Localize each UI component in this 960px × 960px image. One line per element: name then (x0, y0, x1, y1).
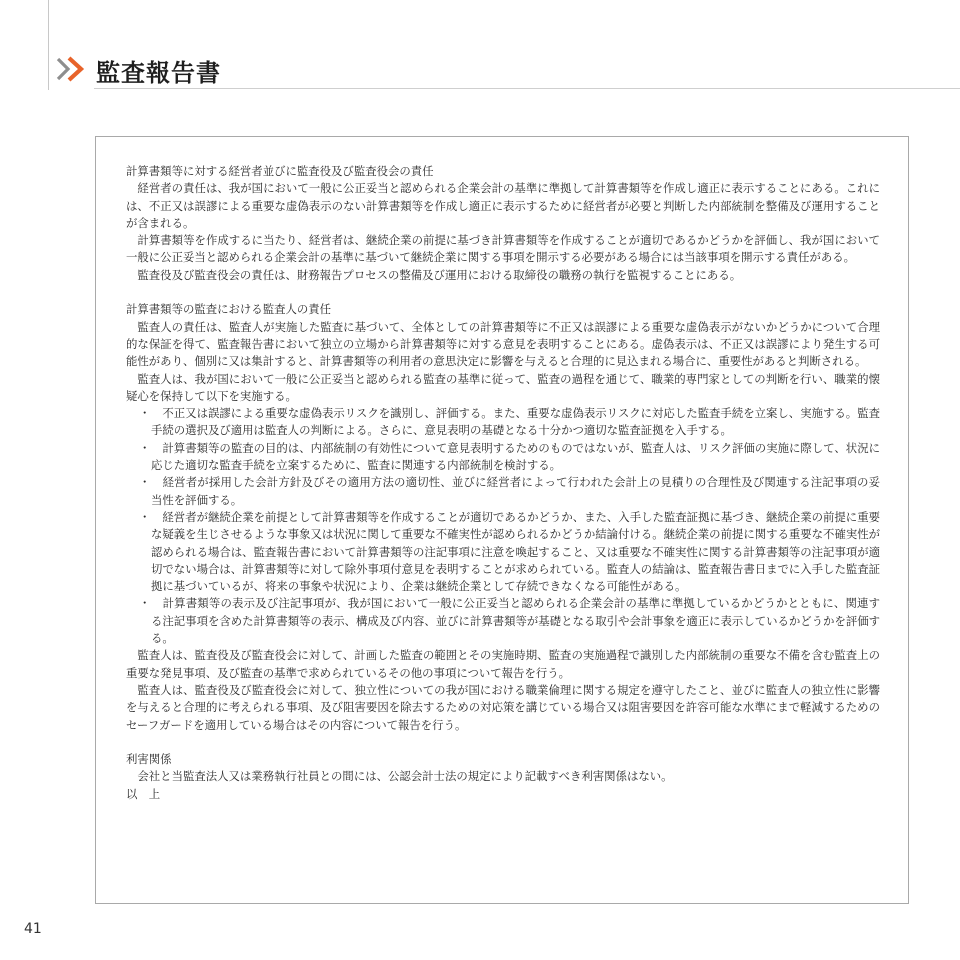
paragraph: 会社と当監査法人又は業務執行社員との間には、公認会計士法の規定により記載すべき利害関係はない。 (137, 769, 673, 784)
bullet-item (126, 405, 880, 440)
paragraph: 監査人は、監査役及び監査役会に対して、計画した監査の範囲とその実施時期、監査の実施過程で識別した内部統制の重要な不備を含む監査上の重要な発見事項、及び監査の基準で求められているその他の事項について報告を行う。 (126, 648, 880, 680)
paragraph: 監査人は、監査役及び監査役会に対して、独立性についての我が国における職業倫理に関する規定を遵守したこと、並びに監査人の独立性に影響を与えると合理的に考えられる事項、及び阻害要因を除去するための対応策を講じている場合又は阻害要因を許容可能な水準にまで軽減するためのセーフガードを適用している場合はその内容について報告を行う。 (126, 682, 880, 732)
bullet-text (151, 474, 880, 509)
bullet-text (151, 595, 880, 647)
double-chevron-right-icon (56, 56, 90, 82)
paragraph: 計算書類等を作成するに当たり、経営者は、継続企業の前提に基づき計算書類等を作成することが適切であるかどうかを評価し、我が国において一般に公正妥当と認められる企業会計の基準に基づいて継続企業に関する事項を開示する必要がある場合には当該事項を開示する責任がある。 (126, 233, 880, 265)
left-margin-rule (48, 0, 49, 90)
bullet-mark: ・ (139, 440, 151, 455)
paragraph: 監査役及び監査役会の責任は、財務報告プロセスの整備及び運用における取締役の職務の執行を監視することにある。 (137, 267, 742, 282)
page-title: 監査報告書 (96, 59, 221, 87)
section-spacer (126, 284, 880, 301)
paragraph: 監査人は、我が国において一般に公正妥当と認められる監査の基準に従って、監査の過程を通じて、職業的専門家としての判断を行い、職業的懐疑心を保持して以下を実施する。 (126, 371, 880, 403)
bullet-mark: ・ (139, 509, 151, 524)
paragraph: 経営者の責任は、我が国において一般に公正妥当と認められる企業会計の基準に準拠して計算書類等を作成し適正に表示することにある。これには、不正又は誤謬による重要な虚偽表示のない計算書類等を作成し適正に表示するために経営者が必要と判断した内部統制を整備及び運用することが含まれる。 (126, 181, 880, 230)
bullet-item (126, 474, 880, 509)
bullet-text-content: 経営者が採用した会計方針及びその適用方法の適切性、並びに経営者によって行われた会計上の見積りの合理性及び関連する注記事項の妥当性を評価する。 (151, 475, 880, 507)
bullet-text-content: 不正又は誤謬による重要な虚偽表示リスクを識別し、評価する。また、重要な虚偽表示リスクに対応した監査手続を立案し、実施する。監査手続の選択及び適用は監査人の判断による。さらに、意見表明の基礎となる十分かつ適切な監査証拠を入手する。 (151, 406, 880, 438)
page-number: 41 (24, 921, 42, 937)
bullet-mark: ・ (139, 596, 151, 611)
bullet-item (126, 595, 880, 647)
bullet-item (126, 440, 880, 475)
section-heading-management: 計算書類等に対する経営者並びに監査役及び監査役会の責任 (126, 164, 434, 178)
section-spacer (126, 734, 880, 751)
page-header (56, 50, 960, 90)
report-box (95, 136, 909, 904)
bullet-text (151, 440, 880, 475)
closing-mark: 以 上 (126, 786, 161, 801)
bullet-mark: ・ (139, 406, 151, 421)
bullet-text-content: 経営者が継続企業を前提として計算書類等を作成することが適切であるかどうか、また、入手した監査証拠に基づき、継続企業の前提に重要な疑義を生じさせるような事象又は状況に関して重要な不確実性が認められるかどうか結論付ける。継続企業の前提に関する重要な不確実性が認められる場合は、監査報告書において計算書類等の注記事項に注意を喚起すること、又は重要な不確実性に関する計算書類等の注記事項が適切でない場合は、計算書類等に対して除外事項付意見を表明することが求められている。監査人の結論は、監査報告書日までに入手した監査証拠に基づいているが、将来の事象や状況により、企業は継続企業として存続できなくなる可能性がある。 (151, 509, 881, 594)
bullet-item (126, 509, 880, 595)
bullet-text (151, 405, 880, 440)
bullet-text-content: 計算書類等の監査の目的は、内部統制の有効性について意見表明するためのものではないが、監査人は、リスク評価の実施に際して、状況に応じた適切な監査手続を立案するために、監査に関連する内部統制を検討する。 (151, 440, 880, 473)
bullet-mark: ・ (139, 475, 151, 490)
bullet-text (151, 509, 880, 595)
header-rule (94, 88, 960, 89)
bullet-text-content: 計算書類等の表示及び注記事項が、我が国において一般に公正妥当と認められる企業会計の基準に準拠しているかどうかとともに、関連する注記事項を含めた計算書類等の表示、構成及び内容、並びに計算書類等が基礎となる取引や会計事象を適正に表示しているかどうかを評価する。 (151, 596, 881, 646)
section-heading-interest: 利害関係 (126, 752, 172, 767)
section-heading-auditor: 計算書類等の監査における監査人の責任 (126, 302, 332, 317)
paragraph: 監査人の責任は、監査人が実施した監査に基づいて、全体としての計算書類等に不正又は誤謬による重要な虚偽表示がないかどうかについて合理的な保証を得て、監査報告書において独立の立場から計算書類等に対する意見を表明することにある。虚偽表示は、不正又は誤謬により発生する可能性があり、個別に又は集計すると、計算書類等の利用者の意思決定に影響を与えると合理的に見込まれる場合に、重要性があると判断される。 (126, 319, 880, 369)
report-content (126, 163, 880, 803)
